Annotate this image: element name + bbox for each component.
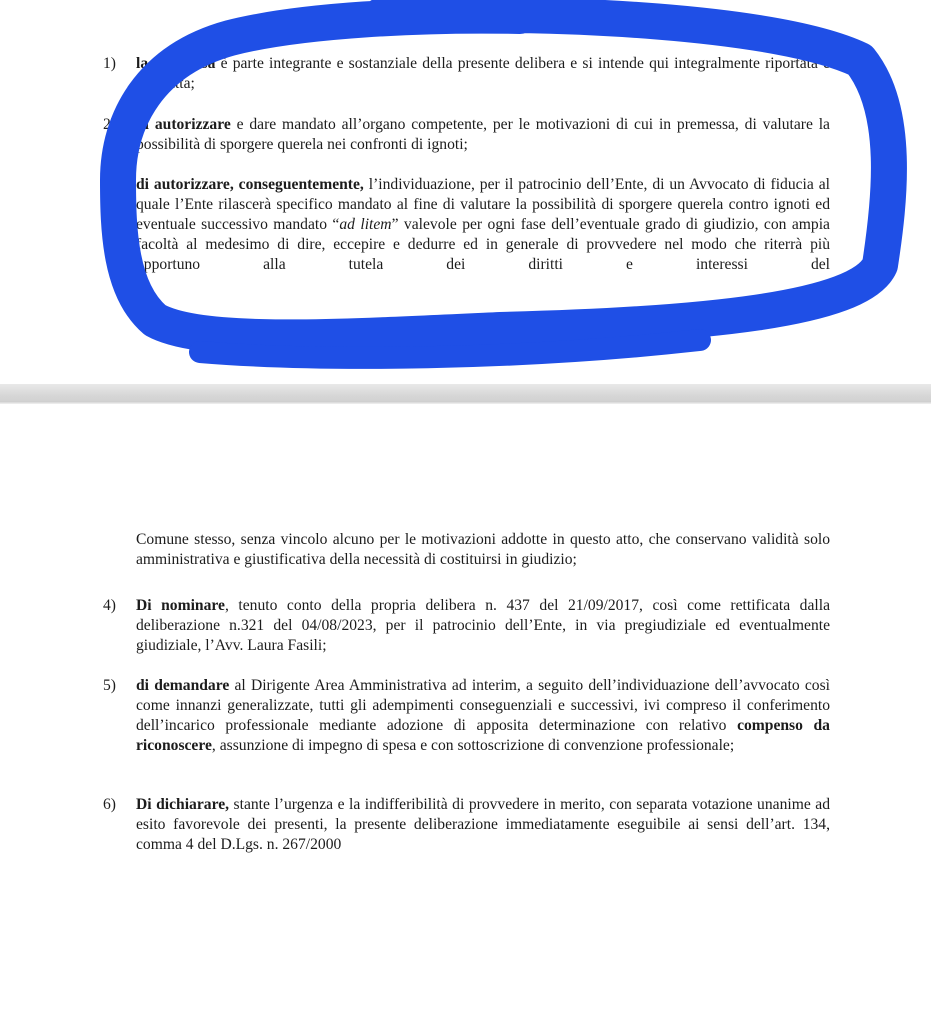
item-keyword-2: compenso da riconoscere [136, 717, 830, 754]
item-text [136, 795, 830, 855]
item-number: 4) [103, 597, 116, 614]
item-body-end: , assunzione di impegno di spesa e con sottoscrizione di convenzione professionale; [211, 737, 735, 754]
item-text [136, 596, 830, 656]
item-body: al Dirigente Area Amministrativa ad interim, a seguito dell’individuazione dell’avvocato così come innanzi generalizzate, tutti gli adempimenti conseguenziali e successivi, ivi compreso il conferimento dell’incarico professionale mediante adozione di apposita determinazione con relativo [136, 677, 830, 734]
item-number: 2) [103, 116, 116, 133]
item-body: e dare mandato all’organo competente, per le motivazioni di cui in premessa, di valutare la possibilità di sporgere querela nei confronti di ignoti; [136, 116, 830, 153]
item-keyword: di demandare [136, 677, 230, 694]
item-keyword: di autorizzare, conseguentemente, [136, 176, 364, 193]
list-item-6 [103, 795, 830, 855]
item-text [136, 676, 830, 756]
item-number: 5) [103, 677, 116, 694]
item-text [136, 54, 830, 94]
item-body: è parte integrante e sostanziale della presente delibera e si intende qui integralmente riportata e trascritta; [136, 55, 831, 92]
item-text [136, 115, 830, 155]
item-number: 1) [103, 55, 116, 72]
item-keyword: la premessa [136, 55, 216, 72]
item-number: 3) [103, 176, 116, 193]
item-body: , tenuto conto della propria delibera n. 437 del 21/09/2017, così come rettificata dalla deliberazione n.321 del 04/08/2023, per il patrocinio dell’Ente, in via pregiudiziale ed eventualmente giudiziale, l’Avv. Laura Fasili; [136, 597, 830, 654]
item-italic: ad litem [339, 216, 392, 233]
list-item-5 [103, 676, 830, 756]
continuation-paragraph: Comune stesso, senza vincolo alcuno per le motivazioni addotte in questo atto, che conservano validità solo amministrativa e giustificativa della necessità di costituirsi in giudizio; [136, 531, 830, 568]
document-title: DELIBERA [425, 8, 506, 24]
list-item-3 [103, 175, 830, 275]
item-body: stante l’urgenza e la indifferibilità di provvedere in merito, con separata votazione unanime ad esito favorevole dei presenti, la presente deliberazione immediatamente eseguibile ai sensi dell’art. 134, comma 4 del D.Lgs. n. 267/2000 [136, 796, 830, 853]
item-keyword: di autorizzare [136, 116, 231, 133]
document-page-bottom [0, 404, 931, 1024]
list-item-1 [103, 54, 830, 94]
document-page-top [0, 0, 931, 384]
item-number: 6) [103, 796, 116, 813]
page-separator [0, 384, 931, 404]
item-text [136, 175, 830, 275]
item-keyword: Di dichiarare, [136, 796, 230, 813]
item-body: l’individuazione, per il patrocinio dell’Ente, di un Avvocato di fiducia al quale l’Ente rilascerà specifico mandato al fine di valutare la possibilità di sporgere querela contro ignoti ed eventuale successivo mandato “ [136, 176, 830, 233]
list-item-2 [103, 115, 830, 155]
item-body-end: ” valevole per ogni fase dell’eventuale grado di giudizio, con ampia facoltà al medesimo di dire, eccepire e dedurre ed in generale di provvedere nel modo che riterrà più opportuno alla tutela dei diritti e interessi del [136, 216, 830, 273]
item-keyword: Di nominare [136, 597, 225, 614]
list-item-4 [103, 596, 830, 656]
